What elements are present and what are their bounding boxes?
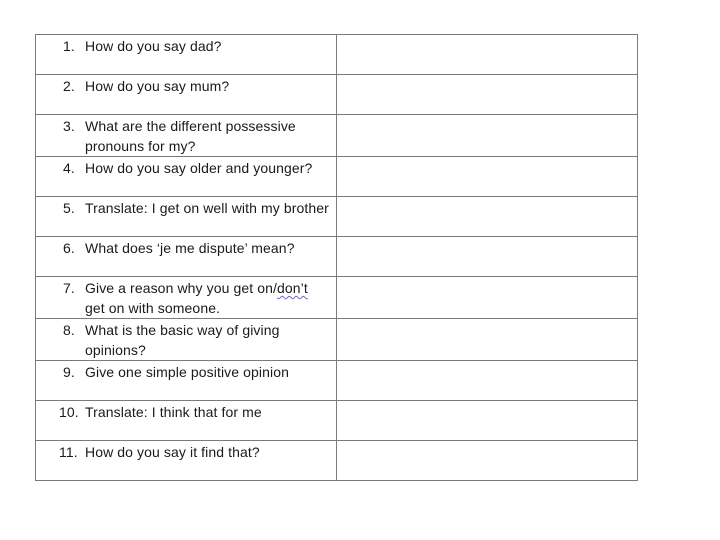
question-text-part: Give a reason why you get on/	[85, 280, 278, 296]
answer-cell[interactable]	[337, 237, 638, 277]
table-row	[36, 157, 638, 197]
question-number: 6.	[63, 240, 75, 256]
question-number: 9.	[63, 364, 75, 380]
question-cell	[36, 75, 337, 115]
question-number: 4.	[63, 160, 75, 176]
table-row	[36, 75, 638, 115]
question-cell	[36, 401, 337, 441]
question-text: Translate: I get on well with my brother	[85, 200, 329, 216]
question-cell	[36, 319, 337, 361]
table-row	[36, 237, 638, 277]
question-cell	[36, 115, 337, 157]
table-row	[36, 361, 638, 401]
question-number: 7.	[63, 280, 75, 296]
question-text-part: get on with someone.	[85, 300, 221, 316]
table-row	[36, 319, 638, 361]
answer-cell[interactable]	[337, 441, 638, 481]
answer-cell[interactable]	[337, 277, 638, 319]
question-text: Give one simple positive opinion	[85, 364, 289, 380]
table-row	[36, 441, 638, 481]
answer-cell[interactable]	[337, 197, 638, 237]
table-row	[36, 35, 638, 75]
question-cell	[36, 157, 337, 197]
answer-cell[interactable]	[337, 75, 638, 115]
question-cell	[36, 277, 337, 319]
table-row	[36, 401, 638, 441]
question-text: How do you say it find that?	[85, 444, 260, 460]
answer-cell[interactable]	[337, 361, 638, 401]
question-text: How do you say mum?	[85, 78, 230, 94]
question-number: 2.	[63, 78, 75, 94]
question-cell	[36, 197, 337, 237]
answer-cell[interactable]	[337, 35, 638, 75]
table-row	[36, 197, 638, 237]
question-cell	[36, 441, 337, 481]
answer-cell[interactable]	[337, 401, 638, 441]
question-number: 1.	[63, 38, 75, 54]
question-text	[85, 278, 330, 318]
question-table	[35, 34, 638, 481]
question-text: What are the different possessive pronouns for my?	[85, 118, 296, 154]
question-text: What is the basic way of giving opinions?	[85, 322, 280, 358]
question-text: Translate: I think that for me	[85, 404, 262, 420]
table-row	[36, 115, 638, 157]
question-table-viewport	[35, 34, 638, 460]
question-cell	[36, 237, 337, 277]
question-text: How do you say dad?	[85, 38, 222, 54]
answer-cell[interactable]	[337, 157, 638, 197]
question-number: 11.	[59, 444, 78, 460]
spellcheck-marked-word: don’t	[277, 280, 308, 296]
question-text: What does ‘je me dispute’ mean?	[85, 240, 295, 256]
question-cell	[36, 35, 337, 75]
question-number: 5.	[63, 200, 75, 216]
answer-cell[interactable]	[337, 319, 638, 361]
question-text: How do you say older and younger?	[85, 160, 313, 176]
question-number: 3.	[63, 118, 75, 134]
question-number: 10.	[59, 404, 79, 420]
answer-cell[interactable]	[337, 115, 638, 157]
table-row	[36, 277, 638, 319]
question-cell	[36, 361, 337, 401]
question-number: 8.	[63, 322, 75, 338]
